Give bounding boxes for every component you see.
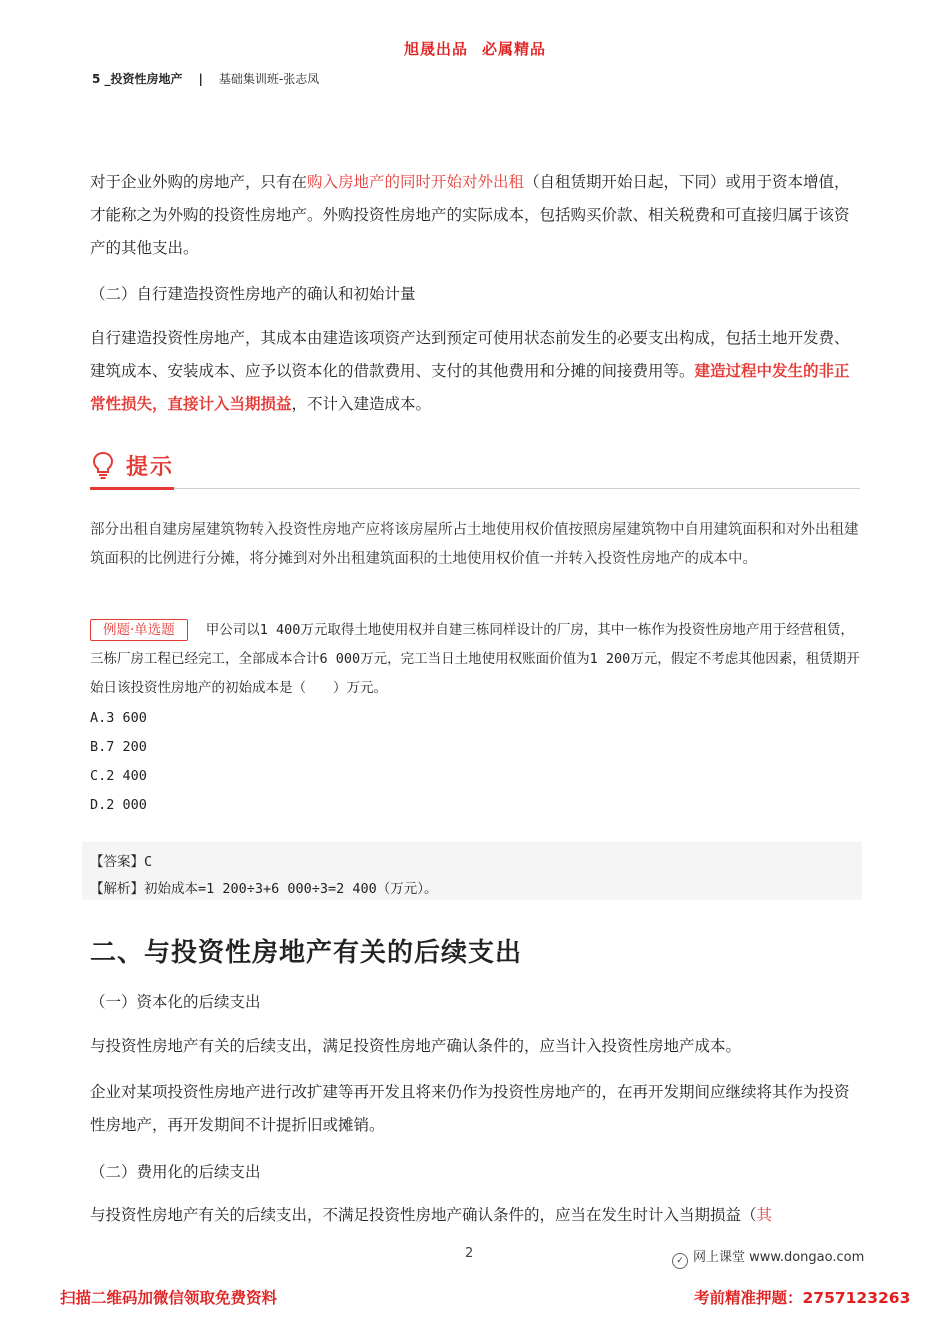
paragraph-self-built: [90, 322, 860, 421]
header-separator: |: [198, 72, 203, 86]
paragraph-capitalized: 与投资性房地产有关的后续支出，满足投资性房地产确认条件的，应当计入投资性房地产成本。: [90, 1037, 742, 1055]
subheading-expensed: （二）费用化的后续支出: [90, 1163, 261, 1181]
tip-body: 部分出租自建房屋建筑物转入投资性房地产应将该房屋所占土地使用权价值按照房屋建筑物中自用建筑面积和对外出租建筑面积的比例进行分摊，将分摊到对外出租建筑面积的土地使用权价值一并转入投资性房地产的成本中。: [90, 522, 859, 567]
subheading-self-built: （二）自行建造投资性房地产的确认和初始计量: [90, 285, 416, 303]
answer-line: 【答案】C: [90, 854, 153, 870]
top-banner: [0, 38, 950, 59]
analysis-line: 【解析】初始成本=1 200÷3+6 000÷3=2 400（万元）。: [90, 881, 438, 897]
option-a: A.3 600: [90, 710, 147, 726]
page-header: [92, 70, 319, 87]
option-b: B.7 200: [90, 739, 147, 755]
p3-highlight: 其: [756, 1206, 773, 1224]
footer-promo-left: 扫描二维码加微信领取免费资料: [60, 1289, 278, 1307]
example-question: [90, 616, 862, 703]
option-c: C.2 400: [90, 768, 147, 784]
paragraph-expensed: [90, 1199, 870, 1232]
chapter-title: 5 _投资性房地产: [92, 72, 183, 86]
lightbulb-icon: [90, 450, 116, 480]
brand-text: 网上课堂 www.dongao.com: [693, 1250, 865, 1265]
p1-text-a: 对于企业外购的房地产，只有在: [90, 173, 308, 191]
subheading-capitalized: （一）资本化的后续支出: [90, 993, 261, 1011]
brand-footer: [672, 1246, 864, 1269]
option-d: D.2 000: [90, 797, 147, 813]
paragraph-purchased-property: [90, 166, 860, 265]
p3-text-a: 与投资性房地产有关的后续支出，不满足投资性房地产确认条件的，应当在发生时计入当期损益（: [90, 1206, 757, 1224]
banner-left: 旭晟出品: [403, 40, 468, 58]
p2-highlight: 建造过程中发生的非正常性损失，直接计入当期损益: [90, 362, 850, 413]
question-text: 甲公司以1 400万元取得土地使用权并自建三栋同样设计的厂房，其中一栋作为投资性房地产用于经营租赁，三栋厂房工程已经完工，全部成本合计6 000万元，完工当日土地使用权账面价值为1 200万元，假定不考虑其他因素，租赁期开始日该投资性房地产的初始成本是（ ）万元。: [90, 622, 860, 696]
section-heading: 二、与投资性房地产有关的后续支出: [90, 938, 523, 968]
brand-logo-icon: ✓: [672, 1253, 688, 1269]
footer-promo-right: 考前精准押题：2757123263: [694, 1289, 911, 1307]
tip-underline: [90, 487, 174, 490]
question-tag: 例题·单选题: [90, 619, 188, 641]
page-number: 2: [465, 1246, 474, 1261]
p2-text-c: ，不计入建造成本。: [291, 395, 432, 413]
p2-text-a: 自行建造投资性房地产，其成本由建造该项资产达到预定可使用状态前发生的必要支出构成，包括土地开发费、建筑成本、安装成本、应予以资本化的借款费用、支付的其他费用和分摊的间接费用等。: [90, 329, 850, 380]
tip-title: 提示: [126, 455, 175, 480]
paragraph-redevelopment: 企业对某项投资性房地产进行改扩建等再开发且将来仍作为投资性房地产的，在再开发期间应继续将其作为投资性房地产，再开发期间不计提折旧或摊销。: [90, 1083, 850, 1134]
p1-text-c: （自租赁期开始日起，下同）或用于资本增值，才能称之为外购的投资性房地产。外购投资性房地产的实际成本，包括购买价款、相关税费和可直接归属于该资产的其他支出。: [90, 173, 850, 257]
p1-highlight: 购入房地产的同时开始对外出租: [307, 173, 525, 191]
tip-header: [90, 448, 860, 489]
banner-right: 必属精品: [482, 40, 547, 58]
course-name: 基础集训班-张志凤: [218, 72, 320, 86]
